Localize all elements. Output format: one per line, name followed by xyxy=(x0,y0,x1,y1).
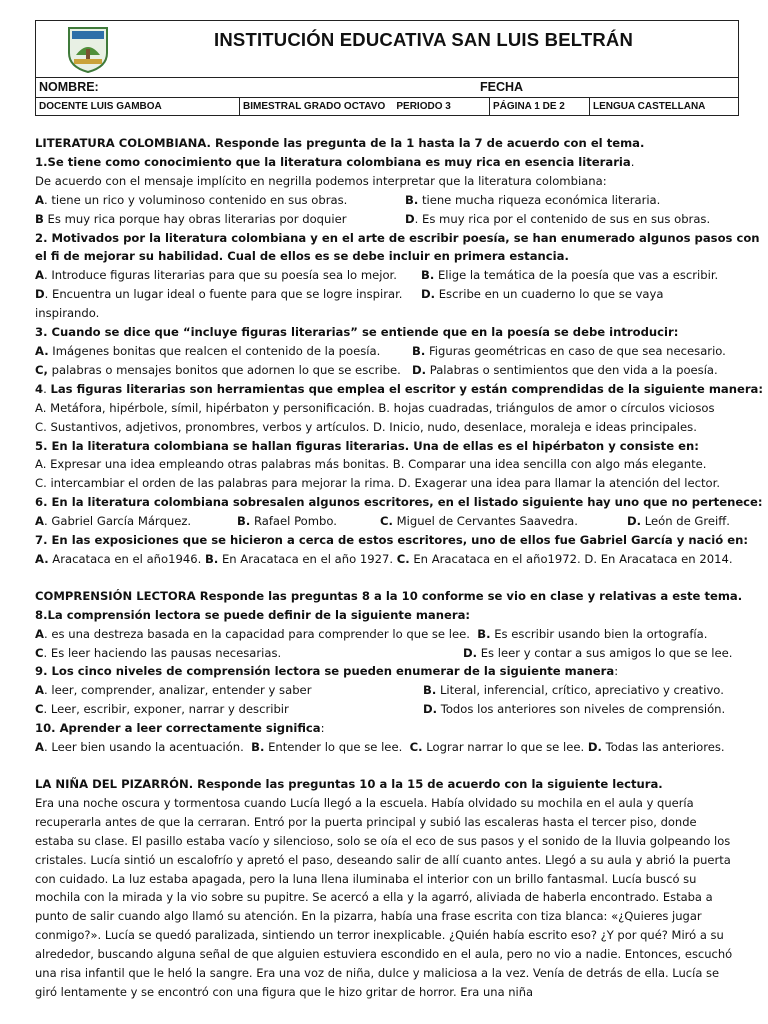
name-date-row xyxy=(36,78,738,98)
nombre-label: NOMBRE: xyxy=(39,80,99,94)
q1-text: 1.Se tiene como conocimiento que la literatura colombiana es muy rica en esencia literaria xyxy=(35,154,631,169)
info-row xyxy=(36,98,738,115)
q4-options-row2: C. Sustantivos, adjetivos, pronombres, verbos y artículos. D. Inicio, nudo, desenlace, moraleja e ideas principales. xyxy=(35,419,697,434)
exam-header xyxy=(35,20,739,116)
q1-option-d: Es muy rica por el contenido de sus en sus obras. xyxy=(422,211,711,226)
q10-text: 10. Aprender a leer correctamente significa xyxy=(35,721,321,736)
q1-intro: De acuerdo con el mensaje implícito en negrilla podemos interpretar que la literatura colombiana: xyxy=(35,173,607,188)
question-6: 6. En la literatura colombiana sobresalen algunos escritores, en el listado siguiente hay uno que no pertenece: xyxy=(35,495,763,510)
q6-option-a: Gabriel García Márquez. xyxy=(51,514,192,529)
q1-options-row1: A. tiene un rico y voluminoso contenido en sus obras. B. tiene mucha riqueza económica literaria. xyxy=(35,192,661,207)
q8-options-row1: A. es una destreza basada en la capacidad para comprender lo que se lee. B. Es escribir usando bien la ortografía. xyxy=(35,626,708,641)
q2-option-b: Elige la temática de la poesía que vas a escribir. xyxy=(437,268,719,283)
q2-options-row2: D. Encuentra un lugar ideal o fuente para que se logre inspirar. D. Escribe en un cuaderno lo que se vaya xyxy=(35,287,664,302)
question-4: 4. Las figuras literarias son herramientas que emplea el escritor y están comprendidas de la siguiente manera: xyxy=(35,381,764,396)
q3-option-b: Figuras geométricas en caso de que sea necesario. xyxy=(428,343,726,358)
question-7: 7. En las exposiciones que se hicieron a cerca de estos escritores, uno de ellos fue Gabriel García y nació en: xyxy=(35,533,749,548)
q5-options-row1: A. Expresar una idea empleando otras palabras más bonitas. B. Comparar una idea sencilla con algo más elegante. xyxy=(35,457,707,472)
section3-title: LA NIÑA DEL PIZARRÓN. Responde las preguntas 10 a la 15 de acuerdo con la siguiente lectura. xyxy=(35,777,663,791)
q4-text: Las figuras literarias son herramientas que emplea el escritor y están comprendidas de la siguiente manera: xyxy=(50,381,764,396)
q10-option-a: Leer bien usando la acentuación. xyxy=(51,740,244,755)
q7-options: A. Aracataca en el año1946. B. En Aracataca en el año 1927. C. En Aracataca en el año1972. D. En Aracataca en 2014. xyxy=(35,551,733,566)
q10-options: A. Leer bien usando la acentuación. B. Entender lo que se lee. C. Lograr narrar lo que se lee. D. Todas las anteriores. xyxy=(35,740,725,755)
q3-option-c: palabras o mensajes bonitos que adornen lo que se escribe. xyxy=(51,362,401,377)
q9-option-d: Todos los anteriores son niveles de comprensión. xyxy=(440,702,726,717)
question-5: 5. En la literatura colombiana se hallan figuras literarias. Una de ellas es el hipérbaton y consiste en: xyxy=(35,438,699,453)
q3-options-row2: C, palabras o mensajes bonitos que adornen lo que se escribe. D. Palabras o sentimientos que den vida a la poesía. xyxy=(35,362,718,377)
q6-option-d: León de Greiff. xyxy=(644,514,730,529)
q10-option-d: Todas las anteriores. xyxy=(605,740,725,755)
q2-continuation: inspirando. xyxy=(35,306,100,321)
q7-option-a: Aracataca en el año1946. xyxy=(52,551,202,566)
question-2-line1: 2. Motivados por la literatura colombiana y en el arte de escribir poesía, se han enumerado algunos pasos con xyxy=(35,230,760,245)
q8-option-b: Es escribir usando bien la ortografía. xyxy=(494,626,708,641)
bimestral-text: BIMESTRAL GRADO OCTAVO xyxy=(243,101,386,112)
q1-option-b: tiene mucha riqueza económica literaria. xyxy=(421,192,661,207)
q2-option-d: Encuentra un lugar ideal o fuente para que se logre inspirar. xyxy=(52,287,403,302)
pagina-cell: PÁGINA 1 DE 2 xyxy=(490,98,590,115)
periodo-text: PERIODO 3 xyxy=(396,101,451,112)
q3-option-d: Palabras o sentimientos que den vida a la poesía. xyxy=(429,362,718,377)
school-shield-logo xyxy=(66,25,110,73)
q7-option-c: En Aracataca en el año1972. D. En Aracataca en 2014. xyxy=(413,551,733,566)
docente-cell: DOCENTE LUIS GAMBOA xyxy=(36,98,240,115)
header-title-row xyxy=(36,21,738,78)
q9-option-b: Literal, inferencial, crítico, apreciativo y creativo. xyxy=(439,683,724,698)
q1-option-a: tiene un rico y voluminoso contenido en sus obras. xyxy=(51,192,348,207)
question-9: 9. Los cinco niveles de comprensión lectora se pueden enumerar de la siguiente manera: xyxy=(35,664,619,679)
fecha-label: FECHA xyxy=(480,80,524,94)
question-8: 8.La comprensión lectora se puede definir de la siguiente manera: xyxy=(35,607,471,622)
question-1 xyxy=(35,153,735,172)
q6-options: A. Gabriel García Márquez. B. Rafael Pombo. C. Miguel de Cervantes Saavedra. D. León de Greiff. xyxy=(35,514,730,529)
q10-option-b: Entender lo que se lee. xyxy=(268,740,403,755)
q10-option-c: Lograr narrar lo que se lee. xyxy=(426,740,585,755)
q8-option-c: Es leer haciendo las pausas necesarias. xyxy=(50,645,282,660)
q6-option-b: Rafael Pombo. xyxy=(253,514,337,529)
q2-option-d2: Escribe en un cuaderno lo que se vaya xyxy=(438,287,664,302)
institution-name: INSTITUCIÓN EDUCATIVA SAN LUIS BELTRÁN xyxy=(214,29,634,50)
bimestral-cell xyxy=(240,98,490,115)
q9-option-a: leer, comprender, analizar, entender y saber xyxy=(51,683,312,698)
question-10: 10. Aprender a leer correctamente significa: xyxy=(35,721,325,736)
q1-option-b2: Es muy rica porque hay obras literarias por doquier xyxy=(47,211,347,226)
q7-option-b: En Aracataca en el año 1927. xyxy=(221,551,394,566)
q2-option-a: Introduce figuras literarias para que su poesía sea lo mejor. xyxy=(51,268,397,283)
q2-options-row1: A. Introduce figuras literarias para que su poesía sea lo mejor. B. Elige la temática de la poesía que vas a escribir. xyxy=(35,268,719,283)
section1-title: LITERATURA COLOMBIANA. Responde las pregunta de la 1 hasta la 7 de acuerdo con el tema. xyxy=(35,136,645,150)
q3-option-a: Imágenes bonitas que realcen el contenido de la poesía. xyxy=(52,343,381,358)
question-2-line2: el fi de mejorar su habilidad. Cual de ellos es se debe incluir en primera estancia. xyxy=(35,249,569,264)
q9-option-c: Leer, escribir, exponer, narrar y describir xyxy=(50,702,289,717)
q4-options-row1: A. Metáfora, hipérbole, símil, hipérbaton y personificación. B. hojas cuadradas, triángulos de amor o círculos viciosos xyxy=(35,400,715,415)
q3-options-row1: A. Imágenes bonitas que realcen el contenido de la poesía. B. Figuras geométricas en caso de que sea necesario. xyxy=(35,343,726,358)
q1-options-row2: B Es muy rica porque hay obras literarias por doquier D. Es muy rica por el contenido de sus en sus obras. xyxy=(35,211,711,226)
section2-title: COMPRENSIÓN LECTORA Responde las preguntas 8 a la 10 conforme se vio en clase y relativas a este tema. xyxy=(35,588,743,603)
q8-options-row2: C. Es leer haciendo las pausas necesarias. D. Es leer y contar a sus amigos lo que se lee. xyxy=(35,645,733,660)
q9-options-row1: A. leer, comprender, analizar, entender y saber B. Literal, inferencial, crítico, apreciativo y creativo. xyxy=(35,683,724,698)
subject-cell: LENGUA CASTELLANA xyxy=(593,101,706,112)
q1-period: . xyxy=(630,154,635,169)
q5-options-row2: C. intercambiar el orden de las palabras para mejorar la rima. D. Exagerar una idea para llamar la atención del lector. xyxy=(35,476,721,491)
q6-option-c: Miguel de Cervantes Saavedra. xyxy=(396,514,578,529)
q8-option-d: Es leer y contar a sus amigos lo que se lee. xyxy=(480,645,733,660)
q9-options-row2: C. Leer, escribir, exponer, narrar y describir D. Todos los anteriores son niveles de comprensión. xyxy=(35,702,726,717)
question-3: 3. Cuando se dice que “incluye figuras literarias” se entiende que en la poesía se debe introducir: xyxy=(35,325,679,340)
q8-option-a: es una destreza basada en la capacidad para comprender lo que se lee. xyxy=(51,626,470,641)
exam-body xyxy=(35,134,764,1002)
story-text: Era una noche oscura y tormentosa cuando Lucía llegó a la escuela. Había olvidado su mochila en el aula y quería recuperarla antes de que la cerraran. Entró por la puerta principal y subió las escaleras hasta el tercer piso, donde estaba su clase. El pasillo estaba vacío y silencioso, solo se oía el eco de sus pasos y el sonido de la lluvia golpeando los cristales. Lucía sintió un escalofrío y apretó el paso, deseando salir de allí cuanto antes. Llegó a su aula y abrió la puerta con cuidado. La luz estaba apagada, pero la luna llena iluminaba el interior con un brillo fantasmal. Lucía buscó su mochila con la mirada y la vio sobre su pupitre. Se acercó a ella y la agarró, aliviada de haberla encontrado. Estaba a punto de salir cuando algo llamó su atención. En la pizarra, había una frase escrita con tiza blanca: «¿Quieres jugar conmigo?». Lucía se quedó paralizada, sintiendo un terror inexplicable. ¿Quién había escrito eso? ¿Y por qué? Miró a su alrededor, buscando alguna señal de que alguien estuviera escondido en el aula, pero no vio a nadie. Entonces, escuchó una risa infantil que le heló la sangre. Era una voz de niña, dulce y maliciosa a la vez. Venía de detrás de ella. Lucía se giró lentamente y se encontró con una figura que le hizo gritar de horror. Era una niña xyxy=(35,795,733,999)
q9-text: 9. Los cinco niveles de comprensión lectora se pueden enumerar de la siguiente manera xyxy=(35,664,615,679)
